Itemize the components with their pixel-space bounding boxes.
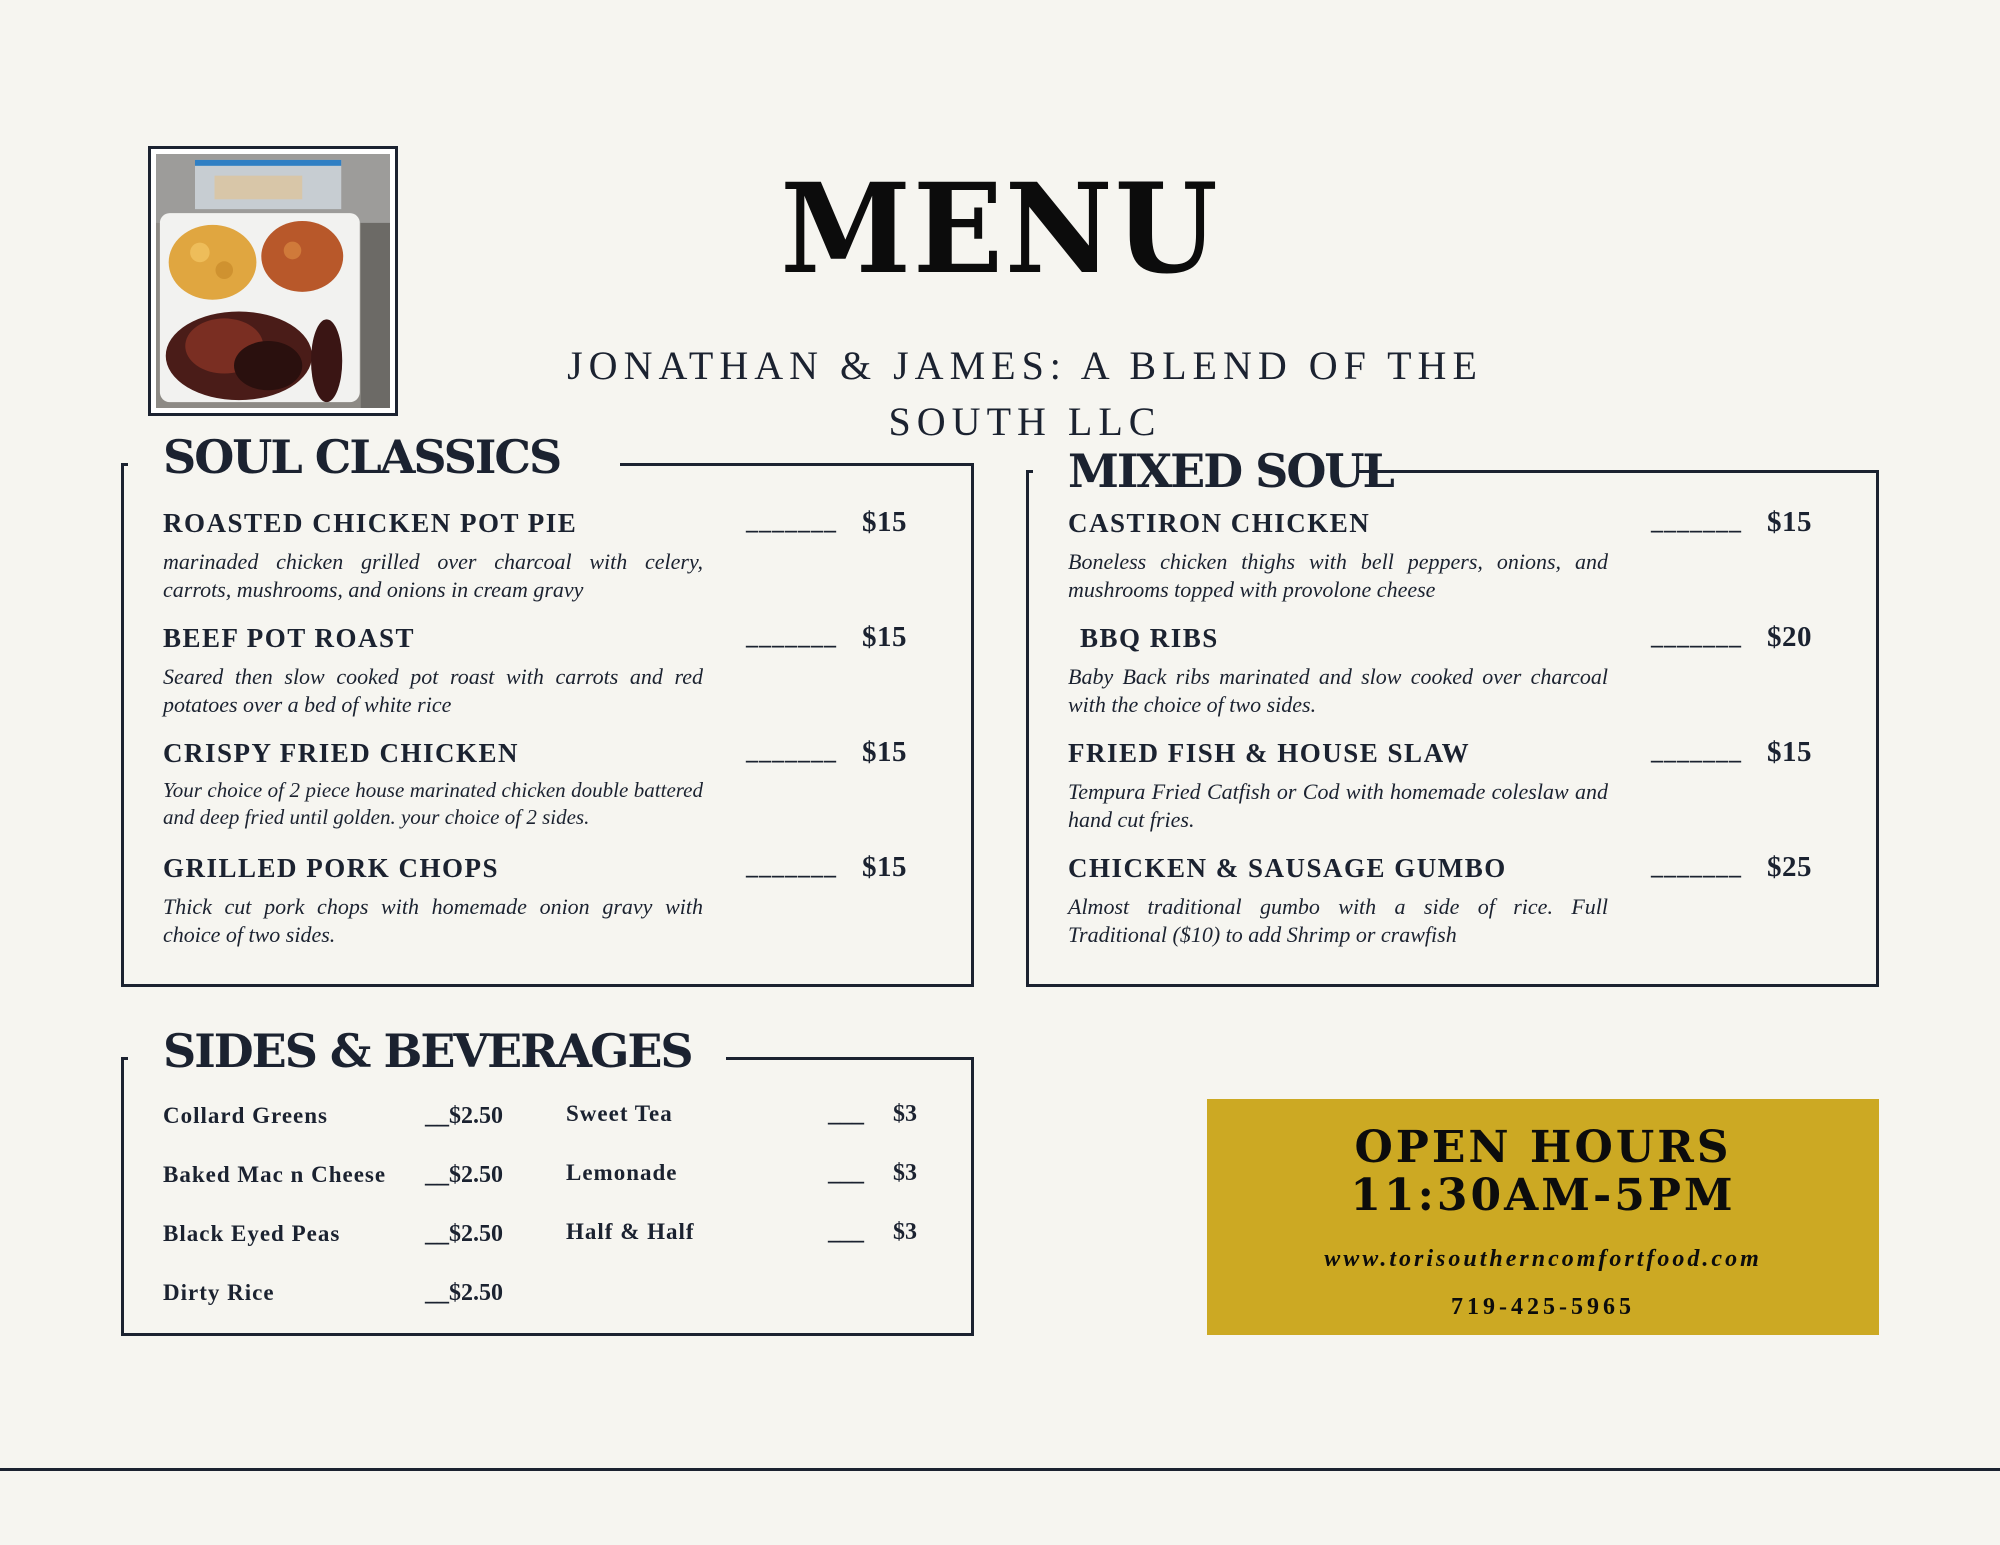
menu-item-price: $20	[1767, 621, 1812, 653]
menu-item-name: ROASTED CHICKEN POT PIE	[163, 508, 578, 538]
soul-classics-title: SOUL CLASSICS	[163, 430, 561, 484]
beverage-item-dots: ___	[828, 1160, 864, 1186]
menu-item-price: $15	[862, 506, 907, 538]
beverage-item-dots: ___	[828, 1219, 864, 1245]
menu-item-dots: _______	[746, 854, 837, 880]
menu-item-dots: _______	[1651, 739, 1742, 765]
menu-item-price: $25	[1767, 851, 1812, 883]
page-subtitle: JONATHAN & JAMES: A BLEND OF THE SOUTH LLC	[567, 343, 1483, 444]
menu-item-description: Almost traditional gumbo with a side of rice. Full Traditional ($10) to add Shrimp or crawfish	[1068, 894, 1608, 947]
menu-item-name: CHICKEN & SAUSAGE GUMBO	[1068, 853, 1507, 883]
menu-item-description: Boneless chicken thighs with bell peppers, onions, and mushrooms topped with provolone cheese	[1068, 549, 1608, 602]
side-item-price: __$2.50	[425, 1280, 503, 1306]
menu-item-dots: _______	[1651, 854, 1742, 880]
menu-item-price: $15	[1767, 736, 1812, 768]
menu-item-name: CRISPY FRIED CHICKEN	[163, 738, 520, 768]
menu-item-price: $15	[1767, 506, 1812, 538]
menu-item-dots: _______	[1651, 624, 1742, 650]
food-plate-photo-icon	[156, 154, 390, 408]
side-item-price: __$2.50	[425, 1103, 503, 1129]
beverage-item-dots: ___	[828, 1101, 864, 1127]
beverage-item-name: Half & Half	[566, 1219, 695, 1244]
side-item-name: Dirty Rice	[163, 1280, 275, 1305]
open-hours-heading	[1207, 1124, 1879, 1220]
menu-item-name: BEEF POT ROAST	[163, 623, 416, 653]
menu-item-name: BBQ RIBS	[1080, 623, 1219, 653]
mixed-soul-title: MIXED SOUL	[1068, 444, 1393, 498]
menu-item-dots: _______	[1651, 509, 1742, 535]
side-item-price: __$2.50	[425, 1162, 503, 1188]
menu-item-dots: _______	[746, 509, 837, 535]
beverage-item-price: $3	[893, 1101, 917, 1127]
sides-beverages-title: SIDES & BEVERAGES	[163, 1024, 692, 1078]
side-item-name: Collard Greens	[163, 1103, 328, 1128]
beverage-item-price: $3	[893, 1160, 917, 1186]
menu-item-price: $15	[862, 621, 907, 653]
side-item-name: Black Eyed Peas	[163, 1221, 341, 1246]
food-photo	[148, 146, 398, 416]
side-item-price: __$2.50	[425, 1221, 503, 1247]
beverage-item-name: Lemonade	[566, 1160, 678, 1185]
menu-item-description: Seared then slow cooked pot roast with carrots and red potatoes over a bed of white rice	[163, 664, 703, 717]
menu-item-price: $15	[862, 736, 907, 768]
menu-item-price: $15	[862, 851, 907, 883]
menu-item-description: Thick cut pork chops with homemade onion gravy with choice of two sides.	[163, 894, 703, 947]
open-hours-time: 11:30AM-5PM	[1350, 1170, 1736, 1221]
menu-item-dots: _______	[746, 624, 837, 650]
phone-number[interactable]: 719-425-5965	[1451, 1294, 1635, 1320]
menu-item-description: Baby Back ribs marinated and slow cooked over charcoal with the choice of two sides.	[1068, 664, 1608, 717]
menu-item-description: marinaded chicken grilled over charcoal with celery, carrots, mushrooms, and onions in cream gravy	[163, 549, 703, 602]
menu-item-name: FRIED FISH & HOUSE SLAW	[1068, 738, 1471, 768]
bottom-divider	[0, 1468, 2000, 1471]
menu-item-name: GRILLED PORK CHOPS	[163, 853, 500, 883]
open-hours-title: OPEN HOURS	[1354, 1122, 1732, 1173]
menu-item-description: Your choice of 2 piece house marinated chicken double battered and deep fried until golden. your choice of 2 sides.	[163, 778, 703, 829]
side-item-name: Baked Mac n Cheese	[163, 1162, 387, 1187]
page-title: MENU	[780, 155, 1220, 302]
beverage-item-price: $3	[893, 1219, 917, 1245]
menu-item-description: Tempura Fried Catfish or Cod with homemade coleslaw and hand cut fries.	[1068, 779, 1608, 832]
beverage-item-name: Sweet Tea	[566, 1101, 673, 1126]
menu-item-name: CASTIRON CHICKEN	[1068, 508, 1371, 538]
menu-item-dots: _______	[746, 739, 837, 765]
website-link[interactable]: www.torisoutherncomfortfood.com	[1324, 1246, 1762, 1272]
